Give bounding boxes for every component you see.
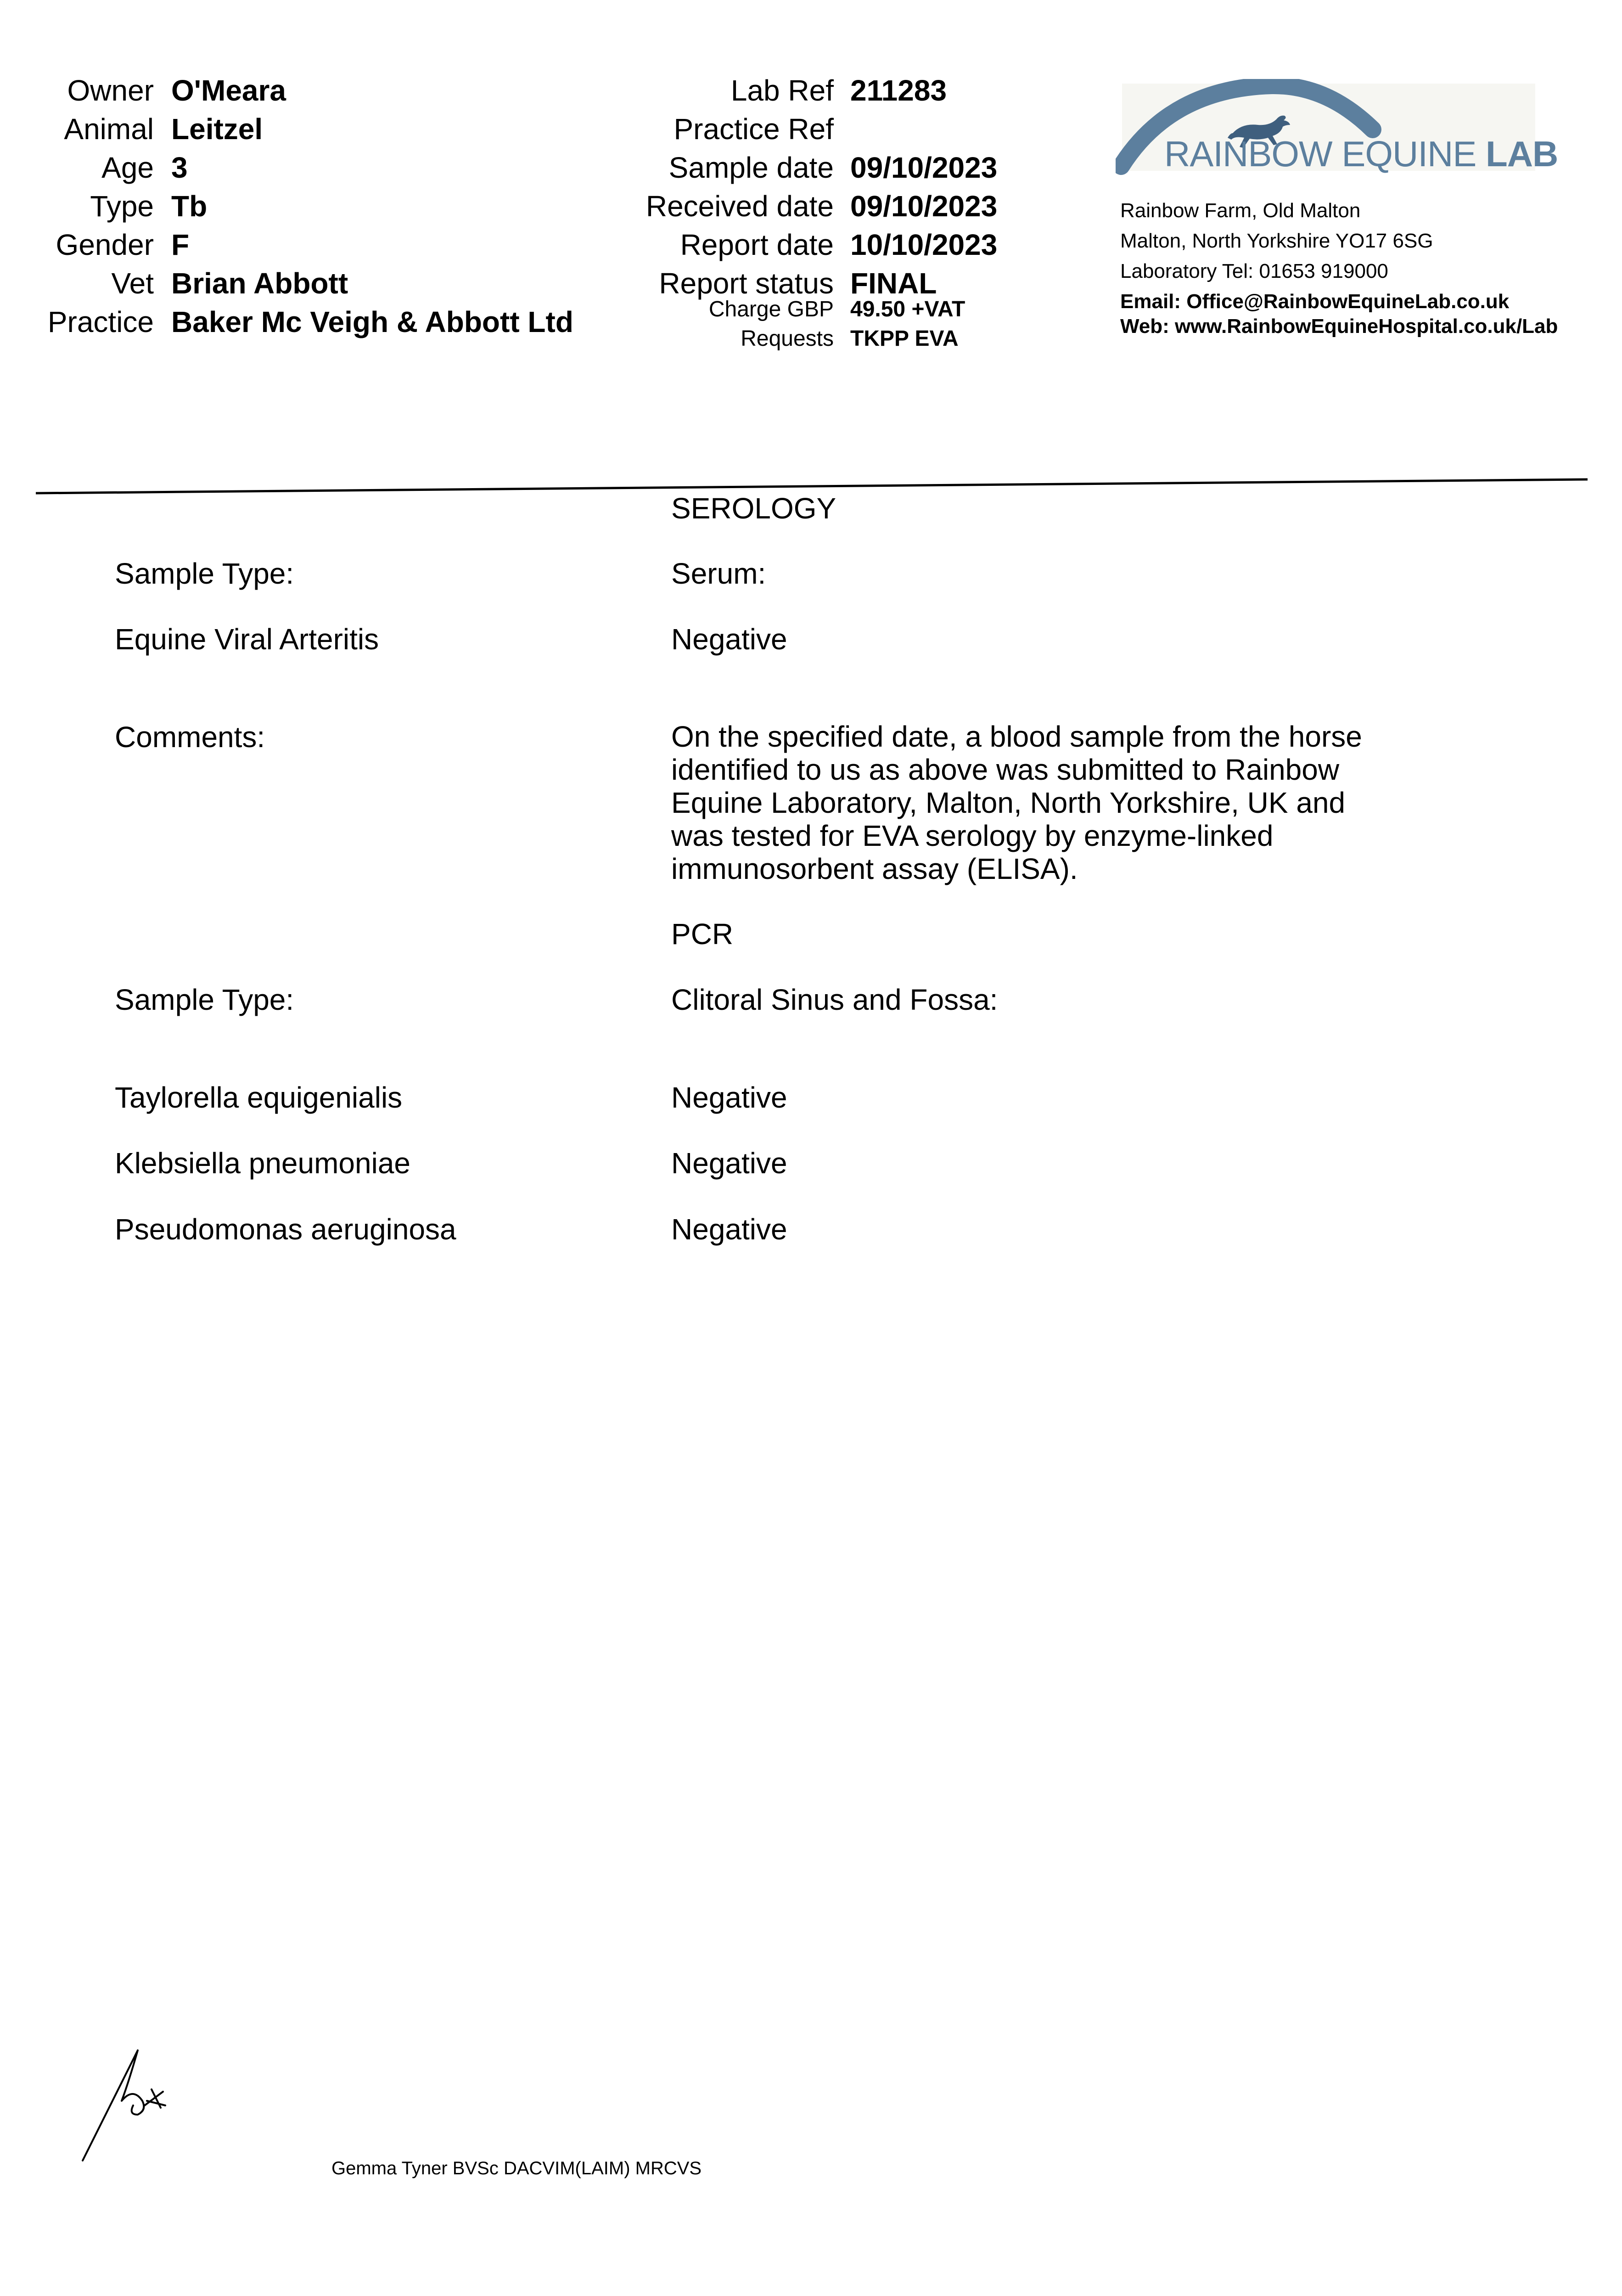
report-date-label: Report date <box>680 228 834 261</box>
gender-label: Gender <box>56 228 154 261</box>
eva-test-name: Equine Viral Arteritis <box>115 623 379 656</box>
logo-name-light: RAINBOW EQUINE <box>1164 134 1486 174</box>
practice-ref-row <box>597 112 1056 151</box>
comment-line: On the specified date, a blood sample from the horse <box>671 720 1362 753</box>
email-line: Email: Office@RainbowEquineLab.co.uk <box>1120 290 1510 313</box>
lab-ref-value: 211283 <box>850 74 947 107</box>
type-row <box>32 189 629 228</box>
pcr-test-name: Klebsiella pneumoniae <box>115 1147 410 1180</box>
gender-row <box>32 228 629 266</box>
practice-value: Baker Mc Veigh & Abbott Ltd <box>171 305 573 338</box>
owner-value: O'Meara <box>171 74 286 107</box>
address-line-1: Rainbow Farm, Old Malton <box>1120 199 1361 222</box>
pcr-test-result: Negative <box>671 1147 787 1180</box>
gender-value: F <box>171 228 190 261</box>
lab-details <box>597 73 1056 355</box>
serology-sample-type-label: Sample Type: <box>115 557 294 590</box>
logo-name-bold: LAB <box>1486 134 1558 174</box>
pcr-test-name: Pseudomonas aeruginosa <box>115 1213 456 1246</box>
pcr-sample-type-value: Clitoral Sinus and Fossa: <box>671 983 998 1016</box>
requests-value: TKPP EVA <box>850 326 959 351</box>
patient-details <box>32 73 629 343</box>
comment-line: immunosorbent assay (ELISA). <box>671 852 1078 885</box>
report-status-label: Report status <box>659 267 834 300</box>
charge-label: Charge GBP <box>708 297 834 321</box>
received-date-label: Received date <box>645 190 834 223</box>
pcr-test-result: Negative <box>671 1081 787 1114</box>
owner-label: Owner <box>67 74 154 107</box>
charge-value: 49.50 +VAT <box>850 297 965 321</box>
address-line-3: Laboratory Tel: 01653 919000 <box>1120 260 1388 282</box>
comment-line: was tested for EVA serology by enzyme-linked <box>671 819 1274 852</box>
address-line-2: Malton, North Yorkshire YO17 6SG <box>1120 230 1433 252</box>
requests-label: Requests <box>741 326 834 351</box>
practice-ref-label: Practice Ref <box>673 113 834 146</box>
pcr-test-name: Taylorella equigenialis <box>115 1081 403 1114</box>
charge-row <box>597 297 1056 326</box>
report-status-row <box>597 266 1056 300</box>
lab-address <box>1120 199 1616 340</box>
age-value: 3 <box>171 151 188 184</box>
rainbow-equine-lab-logo <box>1116 79 1558 178</box>
web-line: Web: www.RainbowEquineHospital.co.uk/Lab <box>1120 315 1558 338</box>
pcr-test-result: Negative <box>671 1213 787 1246</box>
report-date-row <box>597 228 1056 266</box>
requests-row <box>597 326 1056 355</box>
animal-value: Leitzel <box>171 113 263 146</box>
age-label: Age <box>101 151 154 184</box>
practice-label: Practice <box>47 305 154 338</box>
received-date-row <box>597 189 1056 228</box>
comments-text <box>671 720 1452 885</box>
age-row <box>32 151 629 189</box>
comments-label: Comments: <box>115 720 265 754</box>
serology-sample-type-value: Serum: <box>671 557 766 590</box>
lab-ref-row <box>597 73 1056 112</box>
comment-line: Equine Laboratory, Malton, North Yorkshire, UK and <box>671 786 1346 819</box>
sample-date-label: Sample date <box>668 151 834 184</box>
pcr-heading: PCR <box>671 917 734 951</box>
pcr-sample-type-label: Sample Type: <box>115 983 294 1016</box>
serology-heading: SEROLOGY <box>671 492 836 525</box>
sample-date-row <box>597 151 1056 189</box>
animal-row <box>32 112 629 151</box>
owner-row <box>32 73 629 112</box>
report-date-value: 10/10/2023 <box>850 228 998 261</box>
animal-label: Animal <box>64 113 154 146</box>
vet-row <box>32 266 629 305</box>
lab-ref-label: Lab Ref <box>730 74 834 107</box>
signer-credentials: Gemma Tyner BVSc DACVIM(LAIM) MRCVS <box>331 2158 702 2178</box>
report-status-value: FINAL <box>850 267 937 300</box>
eva-test-result: Negative <box>671 623 787 656</box>
practice-row <box>32 305 629 343</box>
type-value: Tb <box>171 190 208 223</box>
handwritten-signature <box>78 2046 184 2165</box>
received-date-value: 09/10/2023 <box>850 190 998 223</box>
comment-line: identified to us as above was submitted to Rainbow <box>671 753 1340 786</box>
vet-label: Vet <box>111 267 154 300</box>
type-label: Type <box>90 190 154 223</box>
vet-value: Brian Abbott <box>171 267 348 300</box>
logo-wordmark <box>1164 133 1558 175</box>
sample-date-value: 09/10/2023 <box>850 151 998 184</box>
